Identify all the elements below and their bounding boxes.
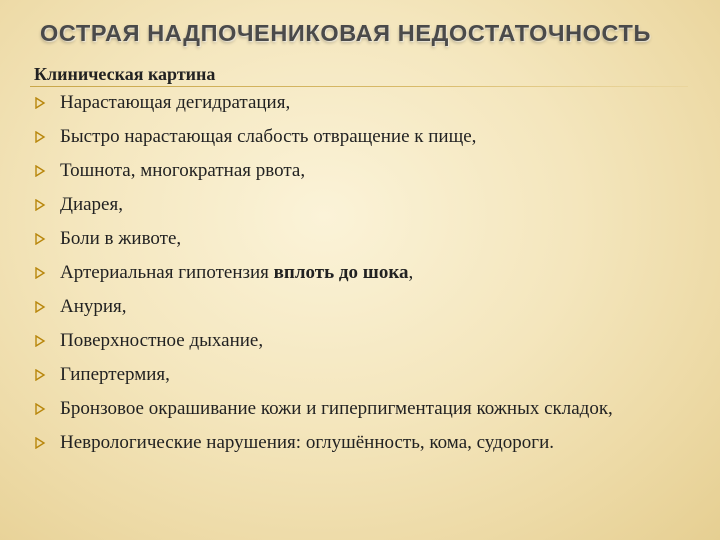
bullet-icon (34, 165, 46, 177)
bullet-icon (34, 369, 46, 381)
title-divider (30, 86, 688, 87)
list-item-text-suffix: , (408, 262, 414, 283)
bullet-icon (34, 131, 46, 143)
list-item (34, 160, 684, 182)
bullet-icon (34, 199, 46, 211)
list-item-text: Быстро нарастающая слабость отвращение к пище, (60, 126, 477, 147)
list-item (34, 296, 684, 318)
list-item (34, 330, 684, 352)
list-item-text: Боли в животе, (60, 228, 182, 249)
list-item (34, 126, 684, 148)
list-item (34, 364, 684, 386)
list-item (34, 92, 684, 114)
list-item (34, 194, 684, 216)
list-item-text: Бронзовое окрашивание кожи и гиперпигментация кожных складок, (60, 398, 613, 419)
slide-title: ОСТРАЯ НАДПОЧЕНИКОВАЯ НЕДОСТАТОЧНОСТЬ (40, 20, 651, 46)
list-item (34, 432, 684, 454)
slide-subtitle: Клиническая картина (34, 64, 216, 84)
bullet-list (34, 92, 684, 466)
list-item-text: Гипертермия, (60, 364, 170, 385)
list-item-text: Неврологические нарушения: оглушённость, кома, судороги. (60, 432, 554, 453)
list-item-text: Нарастающая дегидратация, (60, 92, 291, 113)
bullet-icon (34, 403, 46, 415)
list-item-text: Тошнота, многократная рвота, (60, 160, 306, 181)
bullet-icon (34, 301, 46, 313)
bullet-icon (34, 335, 46, 347)
list-item-text: Поверхностное дыхание, (60, 330, 264, 351)
list-item-text: Артериальная гипотензия (60, 262, 274, 283)
list-item (34, 228, 684, 250)
list-item-text: Анурия, (60, 296, 127, 317)
list-item (34, 398, 684, 420)
list-item (34, 262, 684, 284)
bullet-icon (34, 267, 46, 279)
bullet-icon (34, 233, 46, 245)
list-item-bold-text: вплоть до шока (273, 262, 409, 283)
list-item-text: Диарея, (60, 194, 123, 215)
bullet-icon (34, 97, 46, 109)
bullet-icon (34, 437, 46, 449)
